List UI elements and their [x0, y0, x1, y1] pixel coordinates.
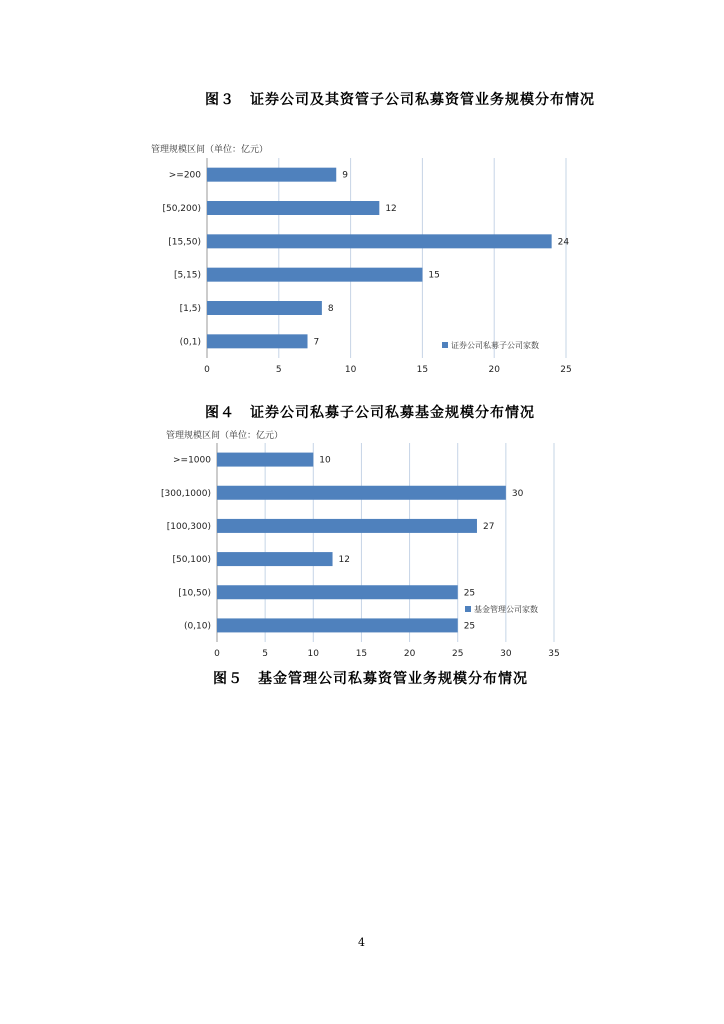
figure-3-caption: 图３ 证券公司及其资管子公司私募资管业务规模分布情况	[205, 92, 595, 108]
chart-2	[150, 426, 570, 661]
chart-2-x-tick-label: 15	[355, 649, 368, 659]
page-number: 4	[358, 936, 365, 949]
chart-2-unit-label: 管理规模区间（单位：亿元）	[166, 431, 284, 441]
chart-2-legend-swatch	[465, 606, 471, 612]
chart-1-x-tick-label: 25	[560, 365, 572, 375]
chart-1-bar	[207, 268, 422, 282]
chart-2-category-label: [10,50)	[178, 588, 211, 599]
chart-2-data-label: 10	[319, 455, 331, 466]
chart-2-bar	[217, 552, 333, 566]
chart-2-data-label: 25	[463, 621, 476, 632]
chart-1-bar	[207, 301, 322, 315]
chart-1-data-label: 15	[428, 270, 440, 281]
chart-2-category-label: (0,10)	[183, 621, 211, 632]
chart-1-category-label: (0,1)	[179, 337, 201, 348]
chart-1-data-label: 7	[313, 337, 320, 348]
chart-1-bar	[207, 334, 308, 348]
chart-2-x-tick-label: 25	[451, 649, 464, 659]
chart-2-x-tick-label: 5	[262, 649, 269, 659]
chart-1-category-label: [50,200)	[162, 204, 201, 214]
chart-2-svg	[150, 426, 570, 661]
chart-1-data-label: 9	[342, 170, 348, 181]
chart-1-x-tick-label: 15	[416, 365, 429, 375]
chart-1-category-label: [5,15)	[173, 270, 201, 281]
figure-5-caption: 图５ 基金管理公司私募资管业务规模分布情况	[213, 671, 528, 687]
chart-2-bar	[217, 519, 477, 533]
chart-1-x-tick-label: 0	[204, 365, 210, 375]
chart-1-x-tick-label: 10	[344, 365, 357, 375]
chart-1	[140, 140, 590, 380]
chart-1-data-label: 8	[327, 304, 334, 314]
chart-1-bar	[207, 168, 336, 182]
chart-2-category-label: [100,300)	[166, 521, 211, 532]
chart-2-category-label: [300,1000)	[161, 488, 211, 499]
chart-1-category-label: [15,50)	[168, 237, 201, 248]
chart-1-data-label: 24	[557, 237, 570, 248]
chart-2-legend-label: 基金管理公司家数	[474, 605, 538, 614]
chart-1-bar	[207, 234, 552, 248]
chart-1-bar	[207, 201, 379, 215]
chart-2-bar	[217, 618, 458, 632]
chart-2-x-tick-label: 35	[548, 649, 560, 659]
figure-4-caption: 图４ 证券公司私募子公司私募基金规模分布情况	[205, 405, 535, 421]
chart-1-x-tick-label: 5	[275, 365, 282, 375]
chart-2-x-tick-label: 30	[500, 649, 512, 659]
chart-2-bar	[217, 486, 506, 500]
chart-1-svg	[140, 140, 590, 380]
chart-2-category-label: [50,100)	[172, 555, 211, 566]
chart-1-category-label: >=200	[168, 170, 201, 181]
chart-2-bar	[217, 585, 458, 599]
chart-1-category-label: [1,5)	[179, 304, 201, 314]
chart-2-data-label: 27	[482, 521, 495, 532]
chart-2-x-tick-label: 20	[403, 649, 416, 659]
chart-2-x-tick-label: 10	[307, 649, 320, 659]
chart-1-x-tick-label: 20	[488, 365, 500, 375]
chart-2-data-label: 25	[463, 588, 476, 599]
chart-2-bar	[217, 453, 313, 467]
chart-2-data-label: 30	[511, 488, 524, 499]
chart-1-legend-label: 证券公司私募子公司家数	[451, 341, 539, 350]
chart-1-unit-label: 管理规模区间（单位：亿元）	[151, 145, 269, 155]
chart-1-legend-swatch	[442, 342, 448, 348]
chart-2-data-label: 12	[338, 555, 350, 566]
chart-2-category-label: >=1000	[173, 455, 211, 466]
chart-1-data-label: 12	[385, 204, 397, 214]
chart-2-x-tick-label: 0	[214, 649, 220, 659]
